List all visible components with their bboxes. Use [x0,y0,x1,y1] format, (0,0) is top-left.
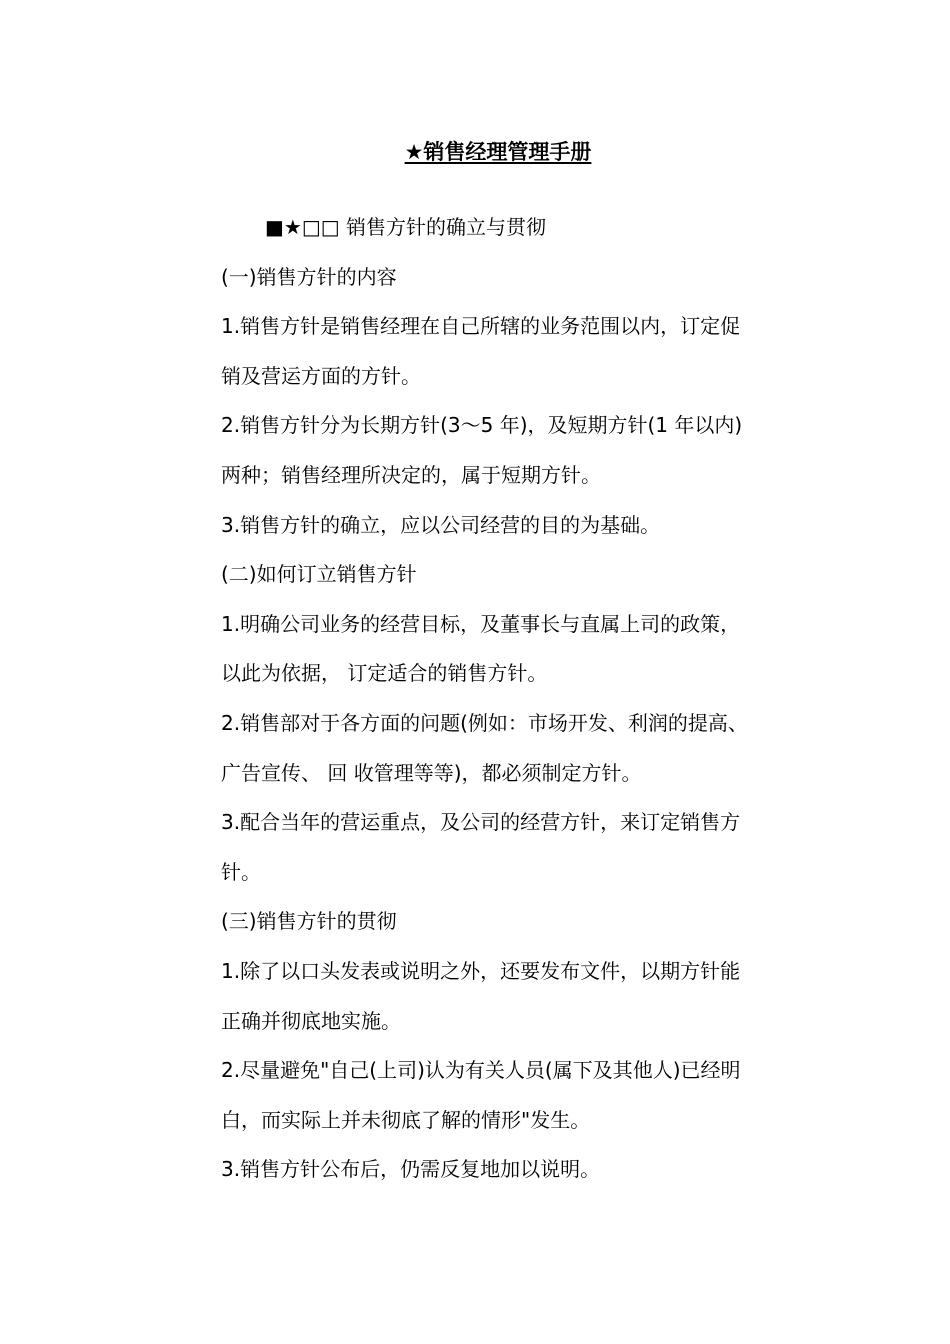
paragraph-line: 针。 [221,859,261,884]
paragraph-line: 2.销售部对于各方面的问题(例如：市场开发、利润的提高、 [221,710,748,735]
section-heading: ■★□□ 销售方针的确立与贯彻 [265,215,546,239]
paragraph-line: 1.除了以口头发表或说明之外，还要发布文件，以期方针能 [221,958,741,983]
document-body [221,203,811,1195]
document-title: ★销售经理管理手册 [404,140,592,164]
paragraph-line: 1.销售方针是销售经理在自己所辖的业务范围以内，订定促 [221,314,741,339]
paragraph-line: 3.销售方针的确立，应以公司经营的目的为基础。 [221,512,661,537]
paragraph-line: 2.销售方针分为长期方针(3～5 年)，及短期方针(1 年以内) [221,413,743,438]
paragraph-line: 白，而实际上并未彻底了解的情形"发生。 [221,1107,591,1132]
paragraph-line: 3.销售方针公布后，仍需反复地加以说明。 [221,1157,601,1182]
paragraph-line: 销及营运方面的方针。 [221,363,421,388]
paragraph-line: 以此为依据， 订定适合的销售方针。 [221,661,548,686]
paragraph-line: 两种；销售经理所决定的，属于短期方针。 [221,462,601,487]
paragraph-line: 广告宣传、 回 收管理等等)，都必须制定方针。 [221,760,642,785]
paragraph-line: 3.配合当年的营运重点，及公司的经营方针，来订定销售方 [221,810,741,835]
subsection-heading: (二)如何订立销售方针 [221,562,417,587]
paragraph-line: 2.尽量避免"自己(上司)认为有关人员(属下及其他人)已经明 [221,1058,741,1083]
subsection-heading: (一)销售方针的内容 [221,264,397,289]
paragraph-line: 1.明确公司业务的经营目标，及董事长与直属上司的政策， [221,611,741,636]
paragraph-line: 正确并彻底地实施。 [221,1008,401,1033]
subsection-heading: (三)销售方针的贯彻 [221,909,397,934]
